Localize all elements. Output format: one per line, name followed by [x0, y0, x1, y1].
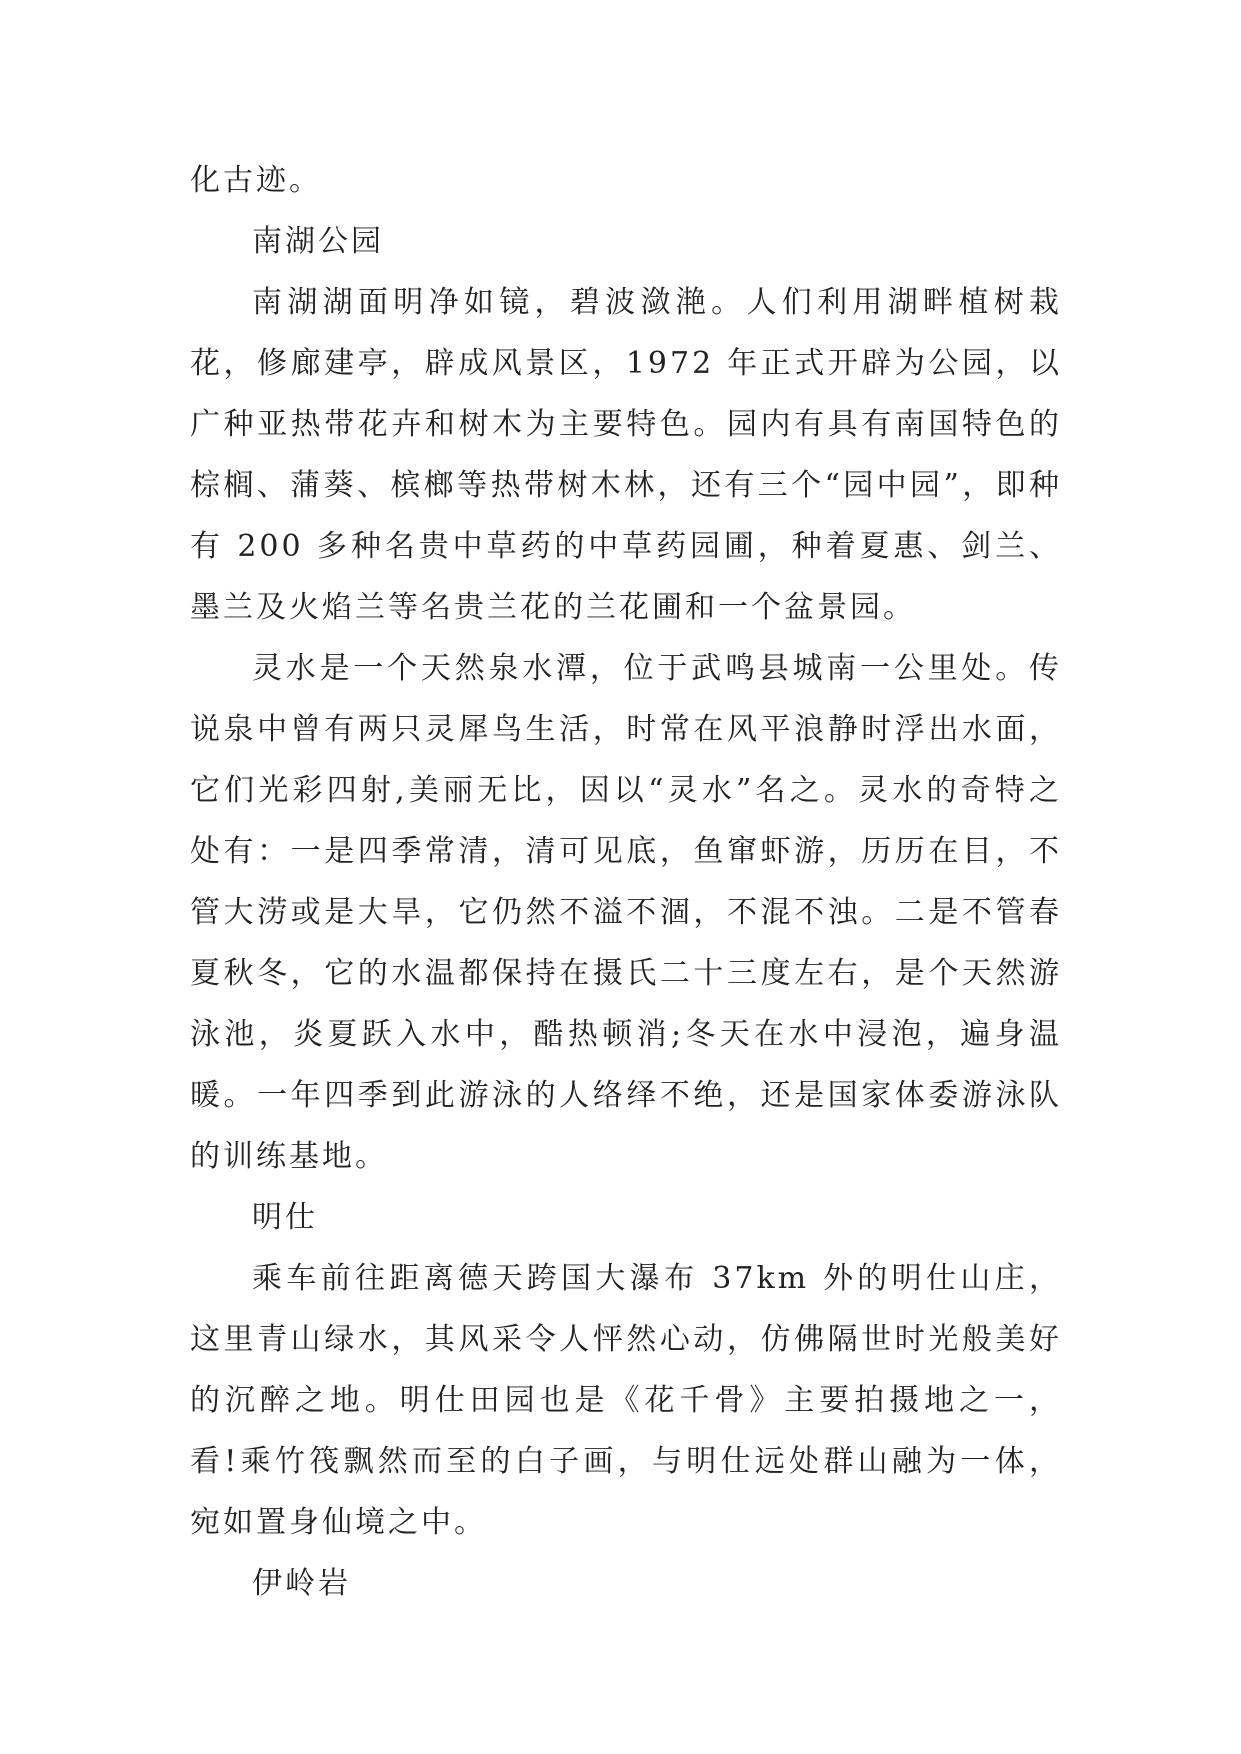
paragraph-continuation: 化古迹。 — [190, 163, 322, 198]
section-heading-mingshi: 明仕 — [252, 1200, 318, 1235]
paragraph-lingshui: 灵水是一个天然泉水潭，位于武鸣县城南一公里处。传说泉中曾有两只灵犀鸟生活，时常在风平浪静时浮出水面，它们光彩四射,美丽无比，因以“灵水”名之。灵水的奇特之处有：一是四季常清，清可见底，鱼窜虾游，历历在目，不管大涝或是大旱，它仍然不溢不涸，不混不浊。二是不管春夏秋冬，它的水温都保持在摄氏二十三度左右，是个天然游泳池，炎夏跃入水中，酷热顿消;冬天在水中浸泡，遍身温暖。一年四季到此游泳的人络绎不绝，还是国家体委游泳队的训练基地。 — [190, 651, 1062, 1174]
section-heading-yiling-cave: 伊岭岩 — [252, 1566, 351, 1601]
paragraph-nanhu-park: 南湖湖面明净如镜，碧波潋滟。人们利用湖畔植树栽花，修廊建亭，辟成风景区，1972 年正式开辟为公园，以广种亚热带花卉和树木为主要特色。园内有具有南国特色的棕榈、蒲葵、槟榔等热带树木林，还有三个“园中园”，即种有 200 多种名贵中草药的中草药园圃，种着夏惠、剑兰、墨兰及火焰兰等名贵兰花的兰花圃和一个盆景园。 — [190, 285, 1062, 625]
section-heading-nanhu-park: 南湖公园 — [252, 224, 384, 259]
document-body — [190, 150, 1062, 1614]
paragraph-mingshi: 乘车前往距离德天跨国大瀑布 37km 外的明仕山庄，这里青山绿水，其风采令人怦然心动，仿佛隔世时光般美好的沉醉之地。明仕田园也是《花千骨》主要拍摄地之一，看!乘竹筏飘然而至的白子画，与明仕远处群山融为一体，宛如置身仙境之中。 — [190, 1261, 1062, 1540]
